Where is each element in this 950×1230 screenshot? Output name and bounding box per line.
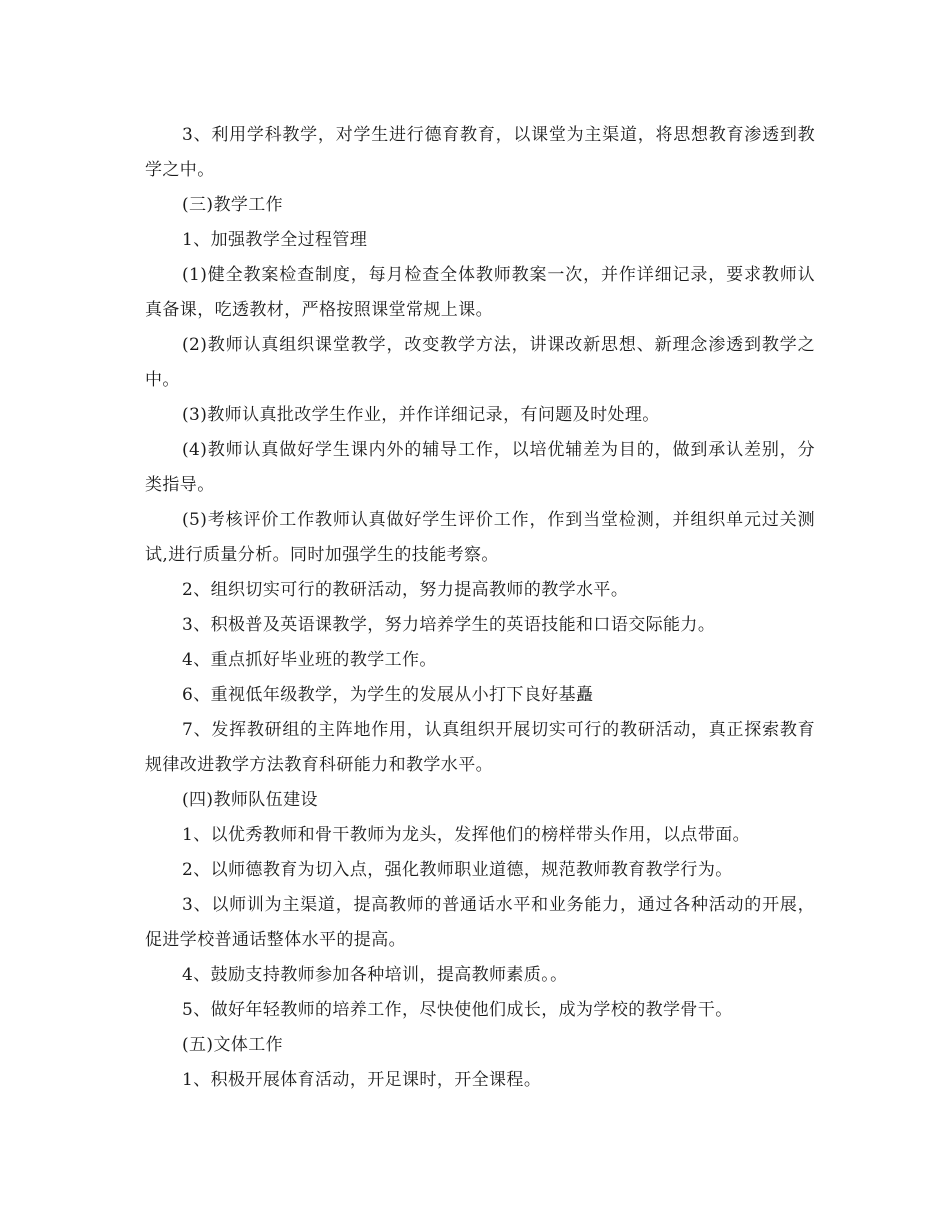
paragraph-teacher-ethics: 2、以师德教育为切入点，强化教师职业道德，规范教师教育教学行为。 [182, 860, 733, 880]
paragraph-lesson-plan-inspection: (1)健全教案检查制度，每月检查全体教师教案一次，并作详细记录，要求教师认真备课，吃透教材，严格按照课堂常规上课。 [145, 265, 815, 320]
subheading-process-management: 1、加强教学全过程管理 [182, 230, 368, 250]
paragraph-graduating-class: 4、重点抓好毕业班的教学工作。 [182, 650, 437, 670]
paragraph-teaching-research: 2、组织切实可行的教研活动，努力提高教师的教学水平。 [182, 580, 629, 600]
paragraph-research-group: 7、发挥教研组的主阵地作用，认真组织开展切实可行的教研活动，真正探索教育规律改进教学方法教育科研能力和教学水平。 [145, 720, 815, 775]
document-body [145, 118, 815, 1098]
paragraph-sports-activities: 1、积极开展体育活动，开足课时，开全课程。 [182, 1070, 542, 1090]
paragraph-young-teachers: 5、做好年轻教师的培养工作，尽快使他们成长，成为学校的教学骨干。 [182, 1000, 733, 1020]
paragraph-teacher-training: 3、以师训为主渠道，提高教师的普通话水平和业务能力，通过各种活动的开展，促进学校普通话整体水平的提高。 [145, 895, 815, 950]
paragraph-tutoring: (4)教师认真做好学生课内外的辅导工作，以培优辅差为目的，做到承认差别，分类指导。 [145, 440, 815, 495]
paragraph-moral-education-in-teaching: 3、利用学科教学，对学生进行德育教育，以课堂为主渠道，将思想教育渗透到教学之中。 [145, 125, 815, 180]
paragraph-assessment: (5)考核评价工作教师认真做好学生评价工作，作到当堂检测，并组织单元过关测试,进行质量分析。同时加强学生的技能考察。 [145, 510, 815, 565]
paragraph-encourage-training: 4、鼓励支持教师参加各种培训，提高教师素质。。 [182, 965, 568, 985]
section-heading-sports-culture: (五)文体工作 [182, 1035, 284, 1055]
paragraph-lower-grades: 6、重视低年级教学，为学生的发展从小打下良好基矗 [182, 685, 594, 705]
paragraph-key-teachers: 1、以优秀教师和骨干教师为龙头，发挥他们的榜样带头作用，以点带面。 [182, 825, 751, 845]
paragraph-homework-correction: (3)教师认真批改学生作业，并作详细记录，有问题及时处理。 [182, 405, 660, 425]
paragraph-classroom-teaching: (2)教师认真组织课堂教学，改变教学方法，讲课改新思想、新理念渗透到教学之中。 [145, 335, 815, 390]
section-heading-teacher-team: (四)教师队伍建设 [182, 790, 318, 810]
section-heading-teaching-work: (三)教学工作 [182, 195, 284, 215]
paragraph-english-teaching: 3、积极普及英语课教学，努力培养学生的英语技能和口语交际能力。 [182, 615, 716, 635]
